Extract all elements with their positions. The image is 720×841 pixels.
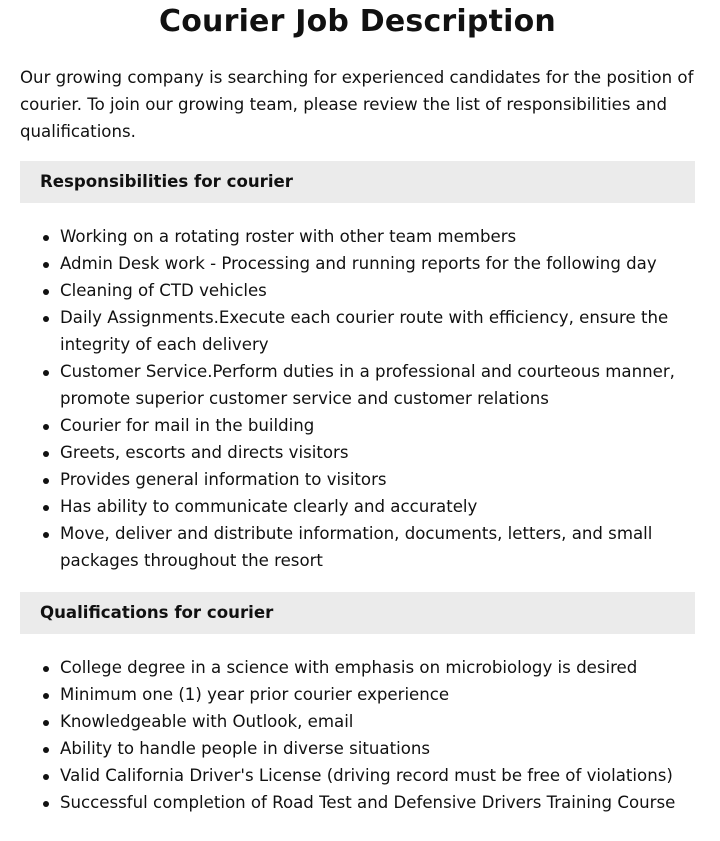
list-item: Daily Assignments.Execute each courier route with efficiency, ensure the integrity of each delivery [60,304,695,358]
list-item: College degree in a science with emphasis on microbiology is desired [60,654,695,681]
list-item: Valid California Driver's License (driving record must be free of violations) [60,762,695,789]
list-item: Move, deliver and distribute information, documents, letters, and small packages throughout the resort [60,520,695,574]
list-item: Cleaning of CTD vehicles [60,277,695,304]
list-item: Greets, escorts and directs visitors [60,439,695,466]
list-item: Provides general information to visitors [60,466,695,493]
list-item: Admin Desk work - Processing and running reports for the following day [60,250,695,277]
list-item: Customer Service.Perform duties in a professional and courteous manner, promote superior customer service and customer relations [60,358,695,412]
list-item: Courier for mail in the building [60,412,695,439]
page-title: Courier Job Description [159,4,556,39]
qualifications-list [20,654,695,816]
qualifications-heading: Qualifications for courier [20,592,695,634]
list-item: Has ability to communicate clearly and accurately [60,493,695,520]
list-item: Ability to handle people in diverse situations [60,735,695,762]
intro-paragraph: Our growing company is searching for experienced candidates for the position of courier. To join our growing team, please review the list of responsibilities and qualifications. [20,68,694,141]
list-item: Working on a rotating roster with other team members [60,223,695,250]
list-item: Minimum one (1) year prior courier experience [60,681,695,708]
responsibilities-list [20,223,695,574]
list-item: Successful completion of Road Test and Defensive Drivers Training Course [60,789,695,816]
responsibilities-heading: Responsibilities for courier [20,161,695,203]
list-item: Knowledgeable with Outlook, email [60,708,695,735]
